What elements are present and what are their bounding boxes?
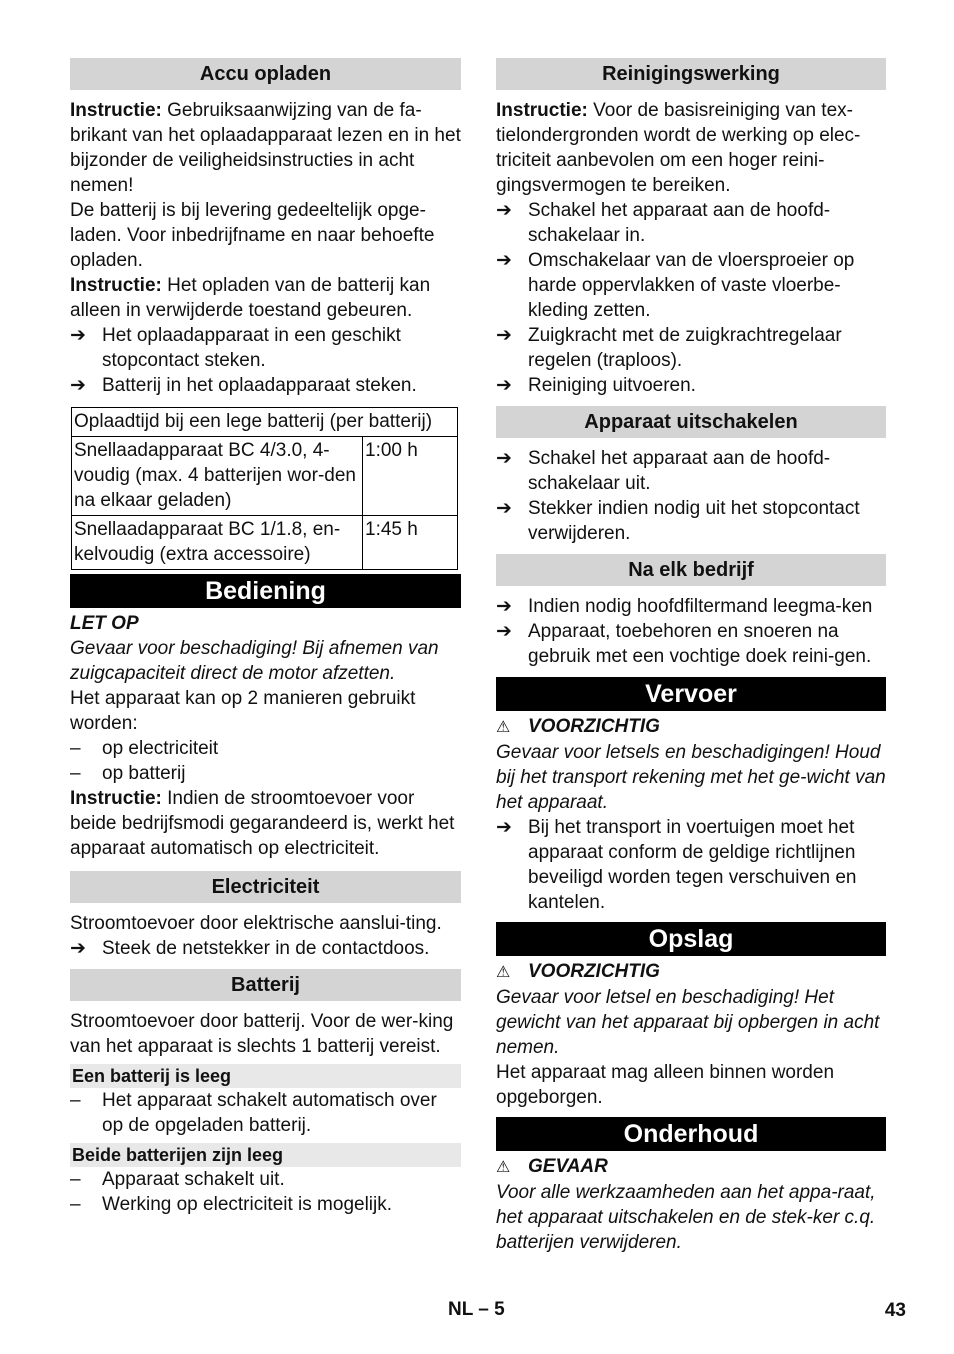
section-header-apparaat-uitschakelen: Apparaat uitschakelen [496, 406, 886, 438]
warning-text: Gevaar voor letsels en beschadigingen! Houd bij het transport rekening met het ge-wicht van het apparaat. [496, 742, 886, 813]
paragraph-instruction: Instructie: Voor de basisreiniging van tex-tielondergronden wordt de werking op elec-triciteit aanbevolen om een hoger reini-gingsvermogen te bereiken. [496, 100, 861, 196]
right-column [496, 58, 886, 1255]
list-item: – op batterij [70, 763, 186, 784]
table-header-row [72, 408, 458, 437]
left-column [70, 58, 461, 1217]
paragraph: Het apparaat mag alleen binnen worden opgeborgen. [496, 1062, 835, 1108]
section-header-accu-opladen: Accu opladen [70, 58, 461, 90]
page-number: 43 [884, 1300, 906, 1321]
table-row [72, 437, 458, 516]
warning-triangle-icon: ⚠ [496, 964, 511, 981]
list-item: – op electriciteit [70, 738, 219, 759]
step-item: ➔ Zuigkracht met de zuigkrachtregelaar regelen (traploos). [496, 325, 842, 371]
step-item: ➔ Steek de netstekker in de contactdoos. [70, 938, 430, 959]
section-header-bediening: Bediening [70, 574, 461, 608]
paragraph: Stroomtoevoer door elektrische aanslui-ting. [70, 913, 442, 934]
paragraph: Het apparaat kan op 2 manieren gebruikt worden: [70, 688, 416, 734]
right-arrow-icon: ➔ [496, 817, 512, 838]
step-item: ➔ Schakel het apparaat aan de hoofd-schakelaar uit. [496, 448, 831, 494]
right-arrow-icon: ➔ [496, 448, 512, 469]
step-item: ➔ Batterij in het oplaadapparaat steken. [70, 375, 417, 396]
right-arrow-icon: ➔ [496, 375, 512, 396]
section-header-reinigingswerking: Reinigingswerking [496, 58, 886, 90]
section-header-opslag: Opslag [496, 922, 886, 956]
subsection-header-beide-batterijen-leeg: Beide batterijen zijn leeg [70, 1143, 461, 1167]
paragraph-instruction: Instructie: Het opladen van de batterij kan alleen in verwijderde toestand gebeuren. [70, 275, 431, 321]
right-arrow-icon: ➔ [496, 200, 512, 221]
step-item: ➔ Apparaat, toebehoren en snoeren na gebruik met een vochtige doek reini-gen. [496, 621, 872, 667]
paragraph: De batterij is bij levering gedeeltelijk opge-laden. Voor inbedrijfname en naar behoefte opladen. [70, 200, 435, 271]
table-cell-device: Snellaadapparaat BC 4/3.0, 4-voudig (max. 4 batterijen wor-den na elkaar geladen) [72, 437, 363, 516]
list-item: – Het apparaat schakelt automatisch over op de opgeladen batterij. [70, 1090, 437, 1136]
table-header-cell: Oplaadtijd bij een lege batterij (per batterij) [72, 408, 458, 437]
section-header-onderhoud: Onderhoud [496, 1117, 886, 1151]
section-header-electriciteit: Electriciteit [70, 871, 461, 903]
right-arrow-icon: ➔ [70, 375, 86, 396]
right-arrow-icon: ➔ [496, 596, 512, 617]
right-arrow-icon: ➔ [496, 250, 512, 271]
warning-text: Gevaar voor letsel en beschadiging! Het gewicht van het apparaat bij opbergen in acht nemen. [496, 987, 880, 1058]
paragraph-instruction: Instructie: Indien de stroomtoevoer voor beide bedrijfsmodi gegarandeerd is, werkt het apparaat automatisch op electriciteit. [70, 788, 455, 859]
right-arrow-icon: ➔ [496, 325, 512, 346]
caution-text: Gevaar voor beschadiging! Bij afnemen van zuigcapaciteit direct de motor afzetten. [70, 638, 439, 684]
charging-time-table [71, 407, 458, 570]
footer-language-page: NL – 5 [448, 1299, 505, 1320]
step-item: ➔ Indien nodig hoofdfiltermand leegma-ken [496, 596, 873, 617]
table-row [72, 516, 458, 570]
step-item: ➔ Het oplaadapparaat in een geschikt stopcontact steken. [70, 325, 401, 371]
caution-title: LET OP [70, 613, 139, 634]
right-arrow-icon: ➔ [496, 498, 512, 519]
step-item: ➔ Reiniging uitvoeren. [496, 375, 696, 396]
list-item: – Werking op electriciteit is mogelijk. [70, 1194, 393, 1215]
list-item: – Apparaat schakelt uit. [70, 1169, 285, 1190]
paragraph-instruction: Instructie: Gebruiksaanwijzing van de fa-brikant van het oplaadapparaat lezen en in het bijzonder de veiligheidsinstructies in acht nemen! [70, 100, 461, 196]
right-arrow-icon: ➔ [496, 621, 512, 642]
right-arrow-icon: ➔ [70, 325, 86, 346]
right-arrow-icon: ➔ [70, 938, 86, 959]
warning-triangle-icon: ⚠ [496, 1159, 511, 1176]
section-header-na-elk-bedrijf: Na elk bedrijf [496, 554, 886, 586]
table-cell-time: 1:00 h [363, 437, 458, 516]
warning-title: ⚠ GEVAAR [496, 1154, 886, 1180]
step-item: ➔ Bij het transport in voertuigen moet het apparaat conform de geldige richtlijnen beveiligd worden tegen verschuiven en kantelen. [496, 817, 857, 913]
section-header-vervoer: Vervoer [496, 677, 886, 711]
warning-triangle-icon: ⚠ [496, 719, 511, 736]
paragraph: Stroomtoevoer door batterij. Voor de wer-king van het apparaat is slechts 1 batterij vereist. [70, 1011, 454, 1057]
warning-title: ⚠ VOORZICHTIG [496, 714, 886, 740]
step-item: ➔ Stekker indien nodig uit het stopcontact verwijderen. [496, 498, 860, 544]
step-item: ➔ Omschakelaar van de vloersproeier op harde oppervlakken of vaste vloerbe-kleding zetten. [496, 250, 855, 321]
step-item: ➔ Schakel het apparaat aan de hoofd-schakelaar in. [496, 200, 831, 246]
section-header-batterij: Batterij [70, 969, 461, 1001]
warning-title: ⚠ VOORZICHTIG [496, 959, 886, 985]
subsection-header-een-batterij-leeg: Een batterij is leeg [70, 1064, 461, 1088]
table-cell-time: 1:45 h [363, 516, 458, 570]
warning-text: Voor alle werkzaamheden aan het appa-raat, het apparaat uitschakelen en de stek-ker c.q. batterijen verwijderen. [496, 1182, 876, 1253]
table-cell-device: Snellaadapparaat BC 1/1.8, en-kelvoudig (extra accessoire) [72, 516, 363, 570]
